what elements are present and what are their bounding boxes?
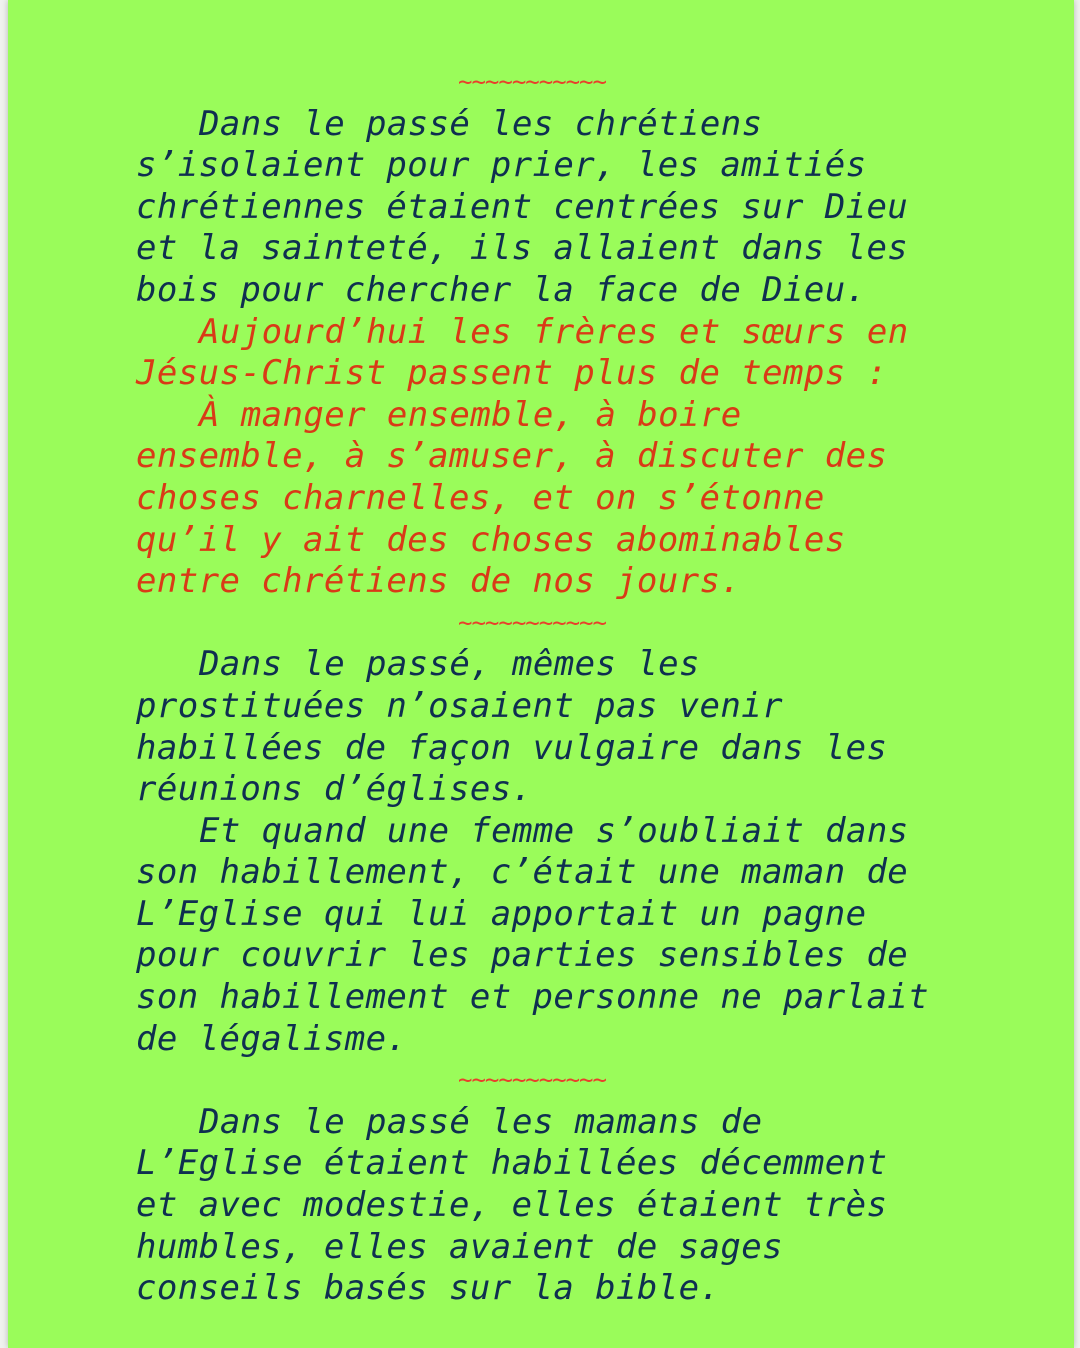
paragraph-2-line: ensemble, à s’amuser, à discuter des — [136, 436, 888, 477]
paragraph-1-line: bois pour chercher la face de Dieu. — [136, 269, 867, 310]
paragraph-2-line: entre chrétiens de nos jours. — [136, 561, 742, 602]
paragraph-4-line: L’Eglise qui lui apportait un pagne — [136, 893, 867, 934]
paragraph-5-line: conseils basés sur la bible. — [136, 1268, 721, 1309]
paragraph-1-line: chrétiennes étaient centrées sur Dieu — [136, 186, 909, 227]
paragraph-1-line: s’isolaient pour prier, les amitiés — [136, 145, 867, 186]
paragraph-2-line: À manger ensemble, à boire — [199, 394, 742, 435]
paragraph-5-line: humbles, elles avaient de sages — [136, 1226, 783, 1267]
document-text — [136, 62, 946, 1310]
document-page — [8, 0, 1074, 1348]
paragraph-3-line: réunions d’églises. — [136, 769, 533, 810]
paragraph-4-line: de légalisme. — [136, 1018, 408, 1059]
separator: ~~~~~~~~~~~ — [458, 1066, 606, 1095]
paragraph-2-line: qu’il y ait des choses abominables — [136, 519, 846, 560]
paragraph-4-line: pour couvrir les parties sensibles de — [136, 935, 909, 976]
paragraph-4-line: son habillement, c’était une maman de — [136, 852, 909, 893]
separator: ~~~~~~~~~~~ — [458, 68, 606, 96]
paragraph-2-line: Jésus-Christ passent plus de temps : — [136, 353, 888, 394]
paragraph-3-line: prostituées n’osaient pas venir — [136, 685, 783, 726]
paragraph-3-line: habillées de façon vulgaire dans les — [136, 727, 888, 768]
paragraph-1-line: Dans le passé les chrétiens — [199, 103, 763, 144]
paragraph-1-line: et la sainteté, ils allaient dans les — [136, 228, 909, 269]
paragraph-2-line: Aujourd’hui les frères et sœurs en — [199, 311, 909, 352]
paragraph-5-line: et avec modestie, elles étaient très — [136, 1185, 888, 1226]
paragraph-5-line: L’Eglise étaient habillées décemment — [136, 1143, 888, 1184]
paragraph-5-line: Dans le passé les mamans de — [199, 1101, 763, 1142]
paragraph-2-line: choses charnelles, et on s’étonne — [136, 477, 825, 518]
paragraph-3-line: Dans le passé, mêmes les — [199, 644, 700, 685]
paragraph-4-line: son habillement et personne ne parlait — [136, 977, 930, 1018]
separator: ~~~~~~~~~~~ — [458, 608, 606, 637]
paragraph-4-line: Et quand une femme s’oubliait dans — [199, 810, 909, 851]
